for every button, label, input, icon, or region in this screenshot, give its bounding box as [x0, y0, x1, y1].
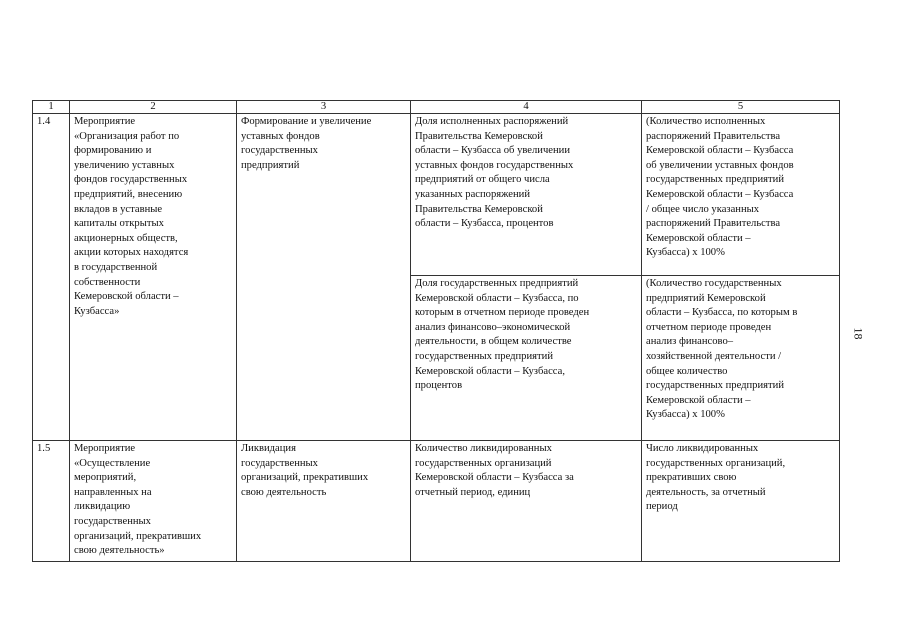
column-header-1: 1 [33, 101, 70, 114]
table-row [33, 114, 840, 276]
indicator-formula-cell: Число ликвидированных государственных организаций, прекративших свою деятельность, за отчетный период [642, 441, 840, 562]
program-table [32, 100, 840, 562]
column-header-4: 4 [411, 101, 642, 114]
row-number: 1.5 [33, 441, 70, 562]
indicator-name-cell: Доля государственных предприятий Кемеровской области – Кузбасса, по которым в отчетном периоде проведен анализ финансово–экономической деятельности, в общем количестве государственных предприятий Кемеровской области – Кузбасса, процентов [411, 276, 642, 441]
page-number: 18 [851, 327, 866, 340]
task-cell: Формирование и увеличение уставных фондов государственных предприятий [237, 114, 411, 441]
task-cell: Ликвидация государственных организаций, прекративших свою деятельность [237, 441, 411, 562]
event-cell: Мероприятие «Осуществление мероприятий, направленных на ликвидацию государственных организаций, прекративших свою деятельность» [70, 441, 237, 562]
header-row [33, 101, 840, 114]
indicator-formula-cell: (Количество государственных предприятий Кемеровской области – Кузбасса, по которым в отчетном периоде проведен анализ финансово– хозяйственной деятельности / общее количество государственных предприятий Кемеровской области – Кузбасса) x 100% [642, 276, 840, 441]
table-row [33, 441, 840, 562]
indicator-name-cell: Доля исполненных распоряжений Правительства Кемеровской области – Кузбасса об увеличении уставных фондов государственных предприятий от общего числа указанных распоряжений Правительства Кемеровской области – Кузбасса, процентов [411, 114, 642, 276]
column-header-2: 2 [70, 101, 237, 114]
column-header-3: 3 [237, 101, 411, 114]
event-cell: Мероприятие «Организация работ по формированию и увеличению уставных фондов государственных предприятий, внесению вкладов в уставные капиталы открытых акционерных обществ, акции которых находятся в государственной собственности Кемеровской области – Кузбасса» [70, 114, 237, 441]
indicator-formula-cell: (Количество исполненных распоряжений Правительства Кемеровской области – Кузбасса об увеличении уставных фондов государственных предприятий Кемеровской области – Кузбасса / общее число указанных распоряжений Правительства Кемеровской области – Кузбасса) x 100% [642, 114, 840, 276]
row-number: 1.4 [33, 114, 70, 441]
column-header-5: 5 [642, 101, 840, 114]
indicator-name-cell: Количество ликвидированных государственных организаций Кемеровской области – Кузбасса за отчетный период, единиц [411, 441, 642, 562]
